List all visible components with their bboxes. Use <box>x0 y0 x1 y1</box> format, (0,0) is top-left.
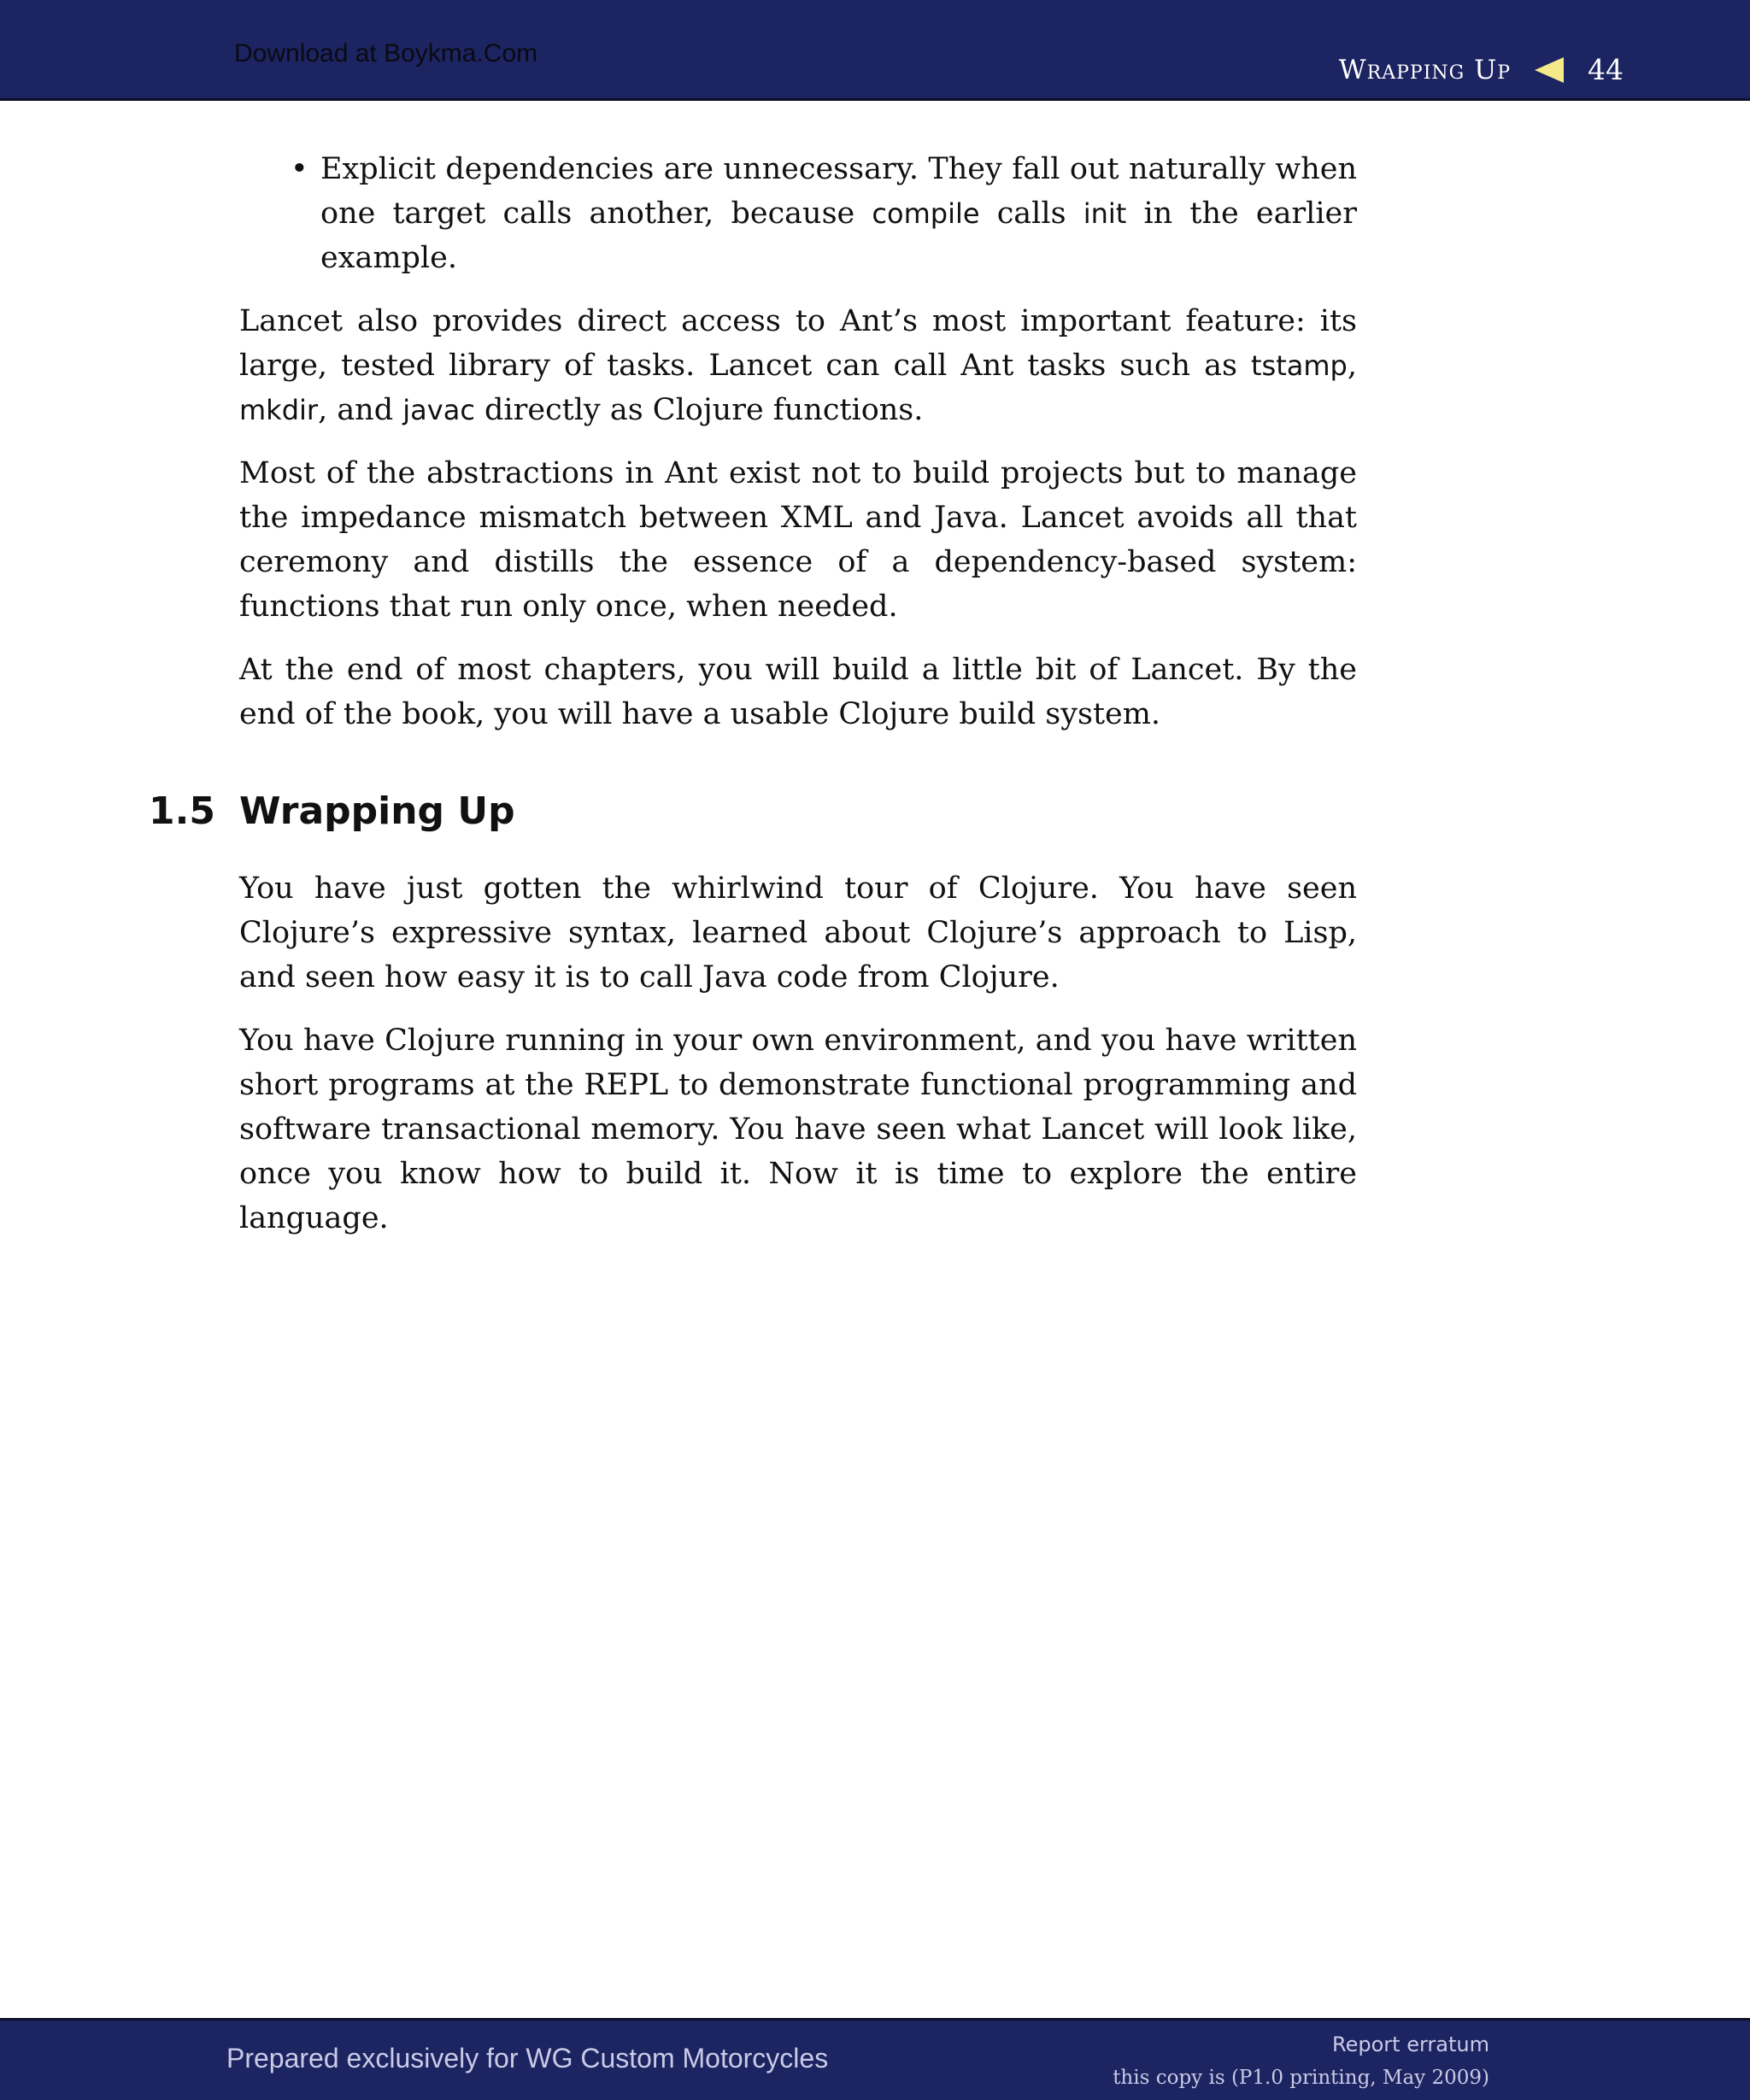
copy-info: this copy is (P1.0 printing, May 2009) <box>1113 2067 1489 2089</box>
bullet-text-2: calls <box>979 197 1083 231</box>
code-javac: javac <box>402 394 475 426</box>
paragraph-abstractions: Most of the abstractions in Ant exist not to build projects but to manage the impedance mismatch between XML and Java. Lancet avoids all that ceremony and distills the essence of a dependency-based system: functions that run only once, when needed. <box>239 456 1357 624</box>
back-arrow-icon[interactable] <box>1535 57 1564 83</box>
p1-text-2: , <box>1347 349 1357 383</box>
p1-text-3: , and <box>318 393 403 427</box>
page-header <box>0 0 1750 101</box>
page-content <box>149 147 1357 1259</box>
paragraph-repl: You have Clojure running in your own environment, and you have written short programs at the REPL to demonstrate functional programming and software transactional memory. You have seen what Lancet will look like, once you know how to build it. Now it is time to explore the entire language. <box>239 1024 1357 1235</box>
report-erratum-link[interactable]: Report erratum <box>1332 2033 1489 2056</box>
code-compile: compile <box>872 197 980 230</box>
paragraph-chapters: At the end of most chapters, you will build a little bit of Lancet. By the end of the book, you will have a usable Clojure build system. <box>239 653 1357 731</box>
paragraph-lancet-tasks <box>239 299 1357 432</box>
bullet-text-3: in the earlier example. <box>320 197 1357 275</box>
page-number: 44 <box>1588 53 1624 86</box>
running-head <box>1339 53 1624 86</box>
code-mkdir: mkdir <box>239 394 319 426</box>
section-number: 1.5 <box>149 789 215 833</box>
code-tstamp: tstamp <box>1251 349 1348 382</box>
list-item <box>291 147 1357 280</box>
section-title: Wrapping Up <box>239 789 515 833</box>
p1-text-1: Lancet also provides direct access to Ant’s most important feature: its large, tested library of tasks. Lancet can call Ant tasks such as <box>239 304 1357 383</box>
code-init: init <box>1083 197 1127 230</box>
p1-text-4: directly as Clojure functions. <box>474 393 924 427</box>
bullet-icon: • <box>291 152 308 186</box>
section-heading <box>149 789 1357 841</box>
paragraph-whirlwind: You have just gotten the whirlwind tour of Clojure. You have seen Clojure’s expressive syntax, learned about Clojure’s approach to Lisp, and seen how easy it is to call Java code from Clojure. <box>239 871 1357 994</box>
bullet-text-1: Explicit dependencies are unnecessary. They fall out naturally when one target calls another, because <box>320 152 1357 231</box>
prepared-for-text: Prepared exclusively for WG Custom Motorcycles <box>226 2043 829 2074</box>
running-title: Wrapping Up <box>1338 54 1511 85</box>
page-footer <box>0 2018 1750 2100</box>
download-watermark: Download at Boykma.Com <box>234 39 538 67</box>
